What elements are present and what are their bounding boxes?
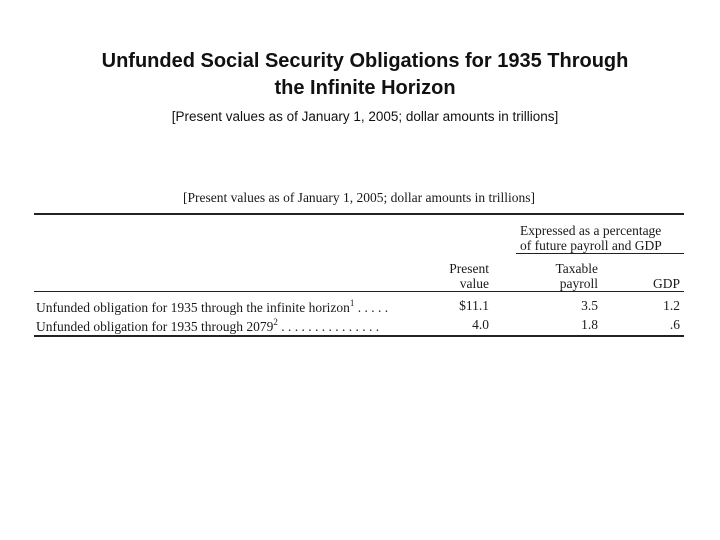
present-value-cell: $11.1 (459, 298, 489, 313)
present-value-header-line-1: Present (449, 261, 489, 276)
row-label (36, 298, 388, 316)
group-header-line-1: Expressed as a percentage (520, 223, 662, 238)
footnote-marker: 1 (349, 298, 355, 308)
group-header-rule (516, 253, 684, 254)
percentage-group-header (520, 223, 662, 253)
slide-title (0, 48, 720, 102)
present-value-header-line-2: value (459, 276, 489, 291)
taxable-payroll-header (555, 261, 598, 291)
taxable-payroll-cell: 3.5 (581, 298, 598, 313)
table-row (34, 317, 684, 333)
obligations-table (34, 190, 684, 350)
table-row (34, 298, 684, 314)
table-top-rule (34, 213, 684, 215)
header-bottom-rule (34, 291, 684, 292)
table-bottom-rule (34, 335, 684, 337)
gdp-cell: 1.2 (663, 298, 680, 313)
slide-subtitle: [Present values as of January 1, 2005; dollar amounts in trillions] (171, 109, 559, 124)
gdp-cell: .6 (669, 317, 680, 332)
row-leader-dots: . . . . . (354, 300, 389, 315)
row-leader-dots: . . . . . . . . . . . . . . . (277, 319, 380, 334)
gdp-header: GDP (652, 276, 680, 291)
row-label (36, 317, 379, 335)
taxable-payroll-header-line-2: payroll (559, 276, 598, 291)
slide-title-line-1: Unfunded Social Security Obligations for 1935 Through (101, 50, 629, 72)
row-label-text: Unfunded obligation for 1935 through the infinite horizon (36, 300, 350, 315)
present-value-cell: 4.0 (472, 317, 489, 332)
taxable-payroll-header-line-1: Taxable (555, 261, 598, 276)
group-header-line-2: of future payroll and GDP (520, 238, 662, 253)
row-label-text: Unfunded obligation for 1935 through 2079 (36, 319, 274, 334)
footnote-marker: 2 (273, 317, 278, 327)
table-caption: [Present values as of January 1, 2005; dollar amounts in trillions] (182, 190, 536, 205)
present-value-header (449, 261, 489, 291)
taxable-payroll-cell: 1.8 (581, 317, 598, 332)
slide-title-line-2: the Infinite Horizon (274, 77, 456, 99)
